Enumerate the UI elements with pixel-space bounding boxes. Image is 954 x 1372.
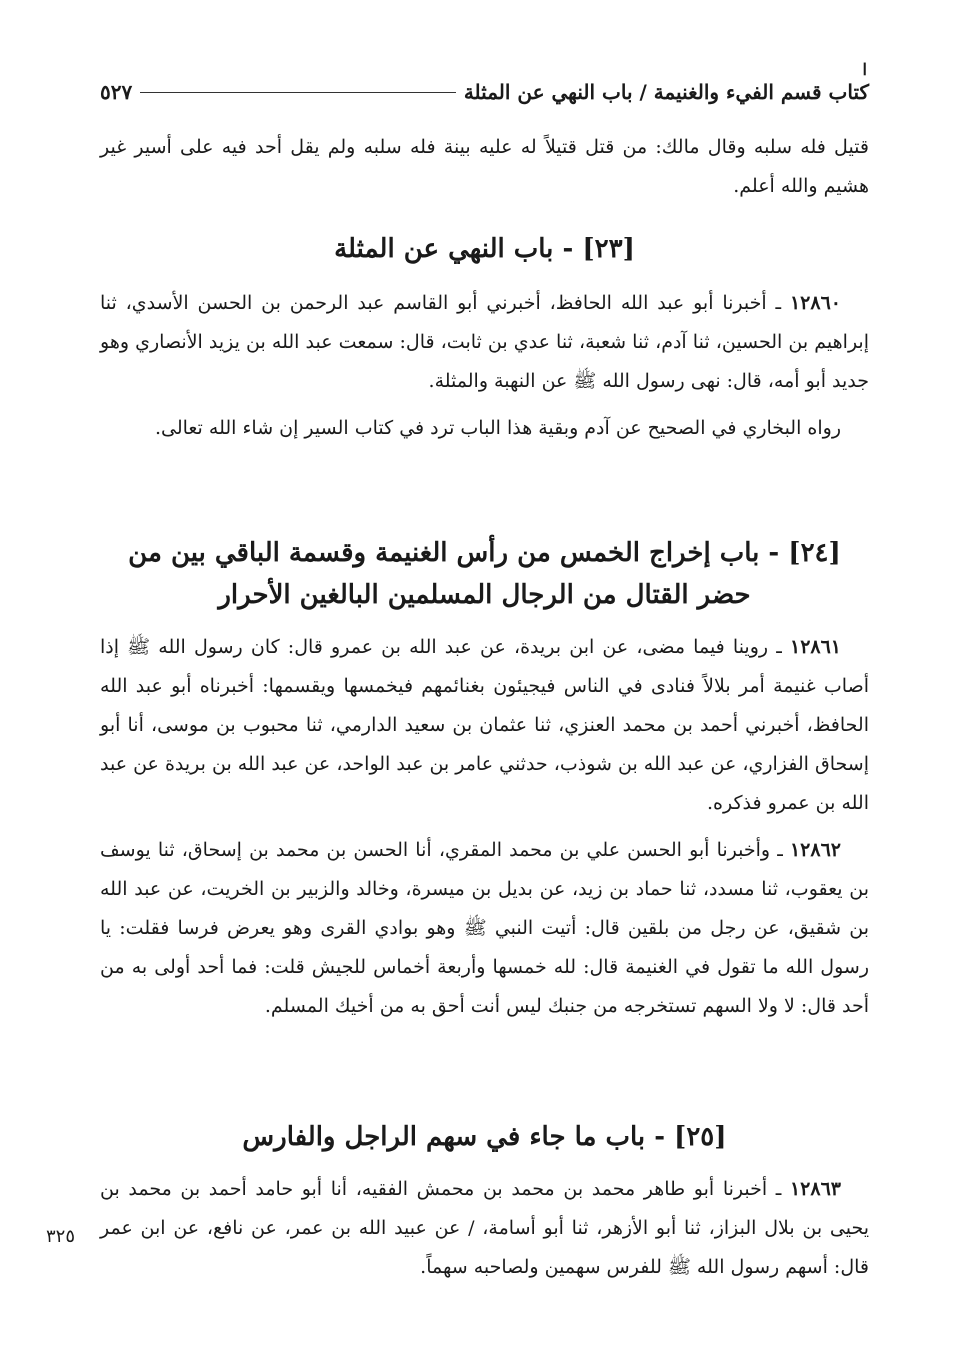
hadith-12860	[100, 284, 869, 401]
hadith-text: ـ أخبرنا أبو عبد الله الحافظ، أخبرني أبو القاسم عبد الرحمن بن الحسن الأسدي، ثنا إبراهيم بن الحسين، ثنا آدم، ثنا شعبة، ثنا عدي بن ثابت، قال: سمعت عبد الله بن يزيد الأنصاري وهو جديد أبو أمه، قال: نهى رسول الله ﷺ عن النهبة والمثلة.	[100, 292, 869, 392]
hadith-number: ١٢٨٦٣	[789, 1178, 841, 1200]
hadith-text: ـ وأخبرنا أبو الحسن علي بن محمد المقري، أنا الحسن بن محمد بن إسحاق، ثنا يوسف بن يعقوب، ثنا مسدد، ثنا حماد بن زيد، عن بديل بن ميسرة، وخالد والزبير بن الخريت، عن عبد الله بن شقيق، عن رجل من بلقين قال: أتيت النبي ﷺ وهو بوادي القرى وهو يعرض فرسا فقلت: يا رسول الله ما تقول في الغنيمة قال: لله خمسها وأربعة أخماس للجيش قلت: فما أحد أولى به من أحد قال: لا ولا السهم تستخرجه من جنبك ليس أنت أحق به من أخيك المسلم.	[100, 839, 869, 1017]
hadith-12862	[100, 831, 869, 1026]
section-24-heading: [٢٤] - باب إخراج الخمس من رأس الغنيمة وقسمة الباقي بين من حضر القتال من الرجال المسلمين البالغين الأحرار	[128, 538, 841, 610]
section-23-note: رواه البخاري في الصحيح عن آدم وبقية هذا الباب ترد في كتاب السير إن شاء الله تعالى.	[154, 417, 841, 439]
section-23	[100, 228, 869, 270]
hadith-number: ١٢٨٦١	[789, 636, 842, 658]
header-mark: ا	[862, 60, 867, 79]
section-23-body	[100, 284, 869, 456]
hadith-12861	[100, 628, 869, 823]
header-rule	[140, 92, 456, 93]
intro-block	[100, 128, 869, 214]
header-title: كتاب قسم الفيء والغنيمة / باب النهي عن المثلة	[463, 80, 869, 104]
intro-paragraph: قتيل فله سلبه وقال مالك: من قتل قتيلاً له عليه بينة فله سلبه ولم يقل أحد فيه على أسير غير هشيم والله أعلم.	[100, 136, 869, 197]
hadith-text: ـ أخبرنا أبو طاهر محمد بن محمد بن محمش الفقيه، أنا أبو حامد أحمد بن محمد بن يحيى بن بلال البزاز، ثنا أبو الأزهر، ثنا أبو أسامة، / عن عبيد الله بن عمر، عن نافع، عن ابن عمر قال: أسهم رسول الله ﷺ للفرس سهمين ولصاحبه سهماً.	[100, 1178, 869, 1278]
hadith-number: ١٢٨٦٠	[789, 292, 841, 314]
section-23-heading: [٢٣] - باب النهي عن المثلة	[334, 234, 635, 264]
running-header	[100, 60, 869, 112]
section-24	[110, 532, 859, 616]
section-25-body	[100, 1170, 869, 1295]
section-25	[100, 1116, 869, 1158]
section-25-heading: [٢٥] - باب ما جاء في سهم الراجل والفارس	[242, 1122, 727, 1152]
page-number: ٥٢٧	[100, 80, 133, 104]
hadith-number: ١٢٨٦٢	[789, 839, 841, 861]
hadith-12863	[100, 1170, 869, 1287]
margin-page-number: ٣٢٥	[46, 1226, 76, 1247]
hadith-text: ـ روينا فيما مضى، عن ابن بريدة، عن عبد الله بن عمرو قال: كان رسول الله ﷺ إذا أصاب غنيمة أمر بلالاً فنادى في الناس فيجيئون بغنائمهم فيخمسها ويقسمها: أخبرناه أبو عبد الله الحافظ، أخبرني أحمد بن محمد العنزي، ثنا عثمان بن سعيد الدارمي، ثنا محبوب بن موسى، أنا أبو إسحاق الفزاري، عن عبد الله بن شوذب، حدثني عامر بن عبد الواحد، عن عبد الله بن بريدة عن عبد الله بن عمرو فذكره.	[100, 636, 869, 814]
section-24-body	[100, 628, 869, 1034]
